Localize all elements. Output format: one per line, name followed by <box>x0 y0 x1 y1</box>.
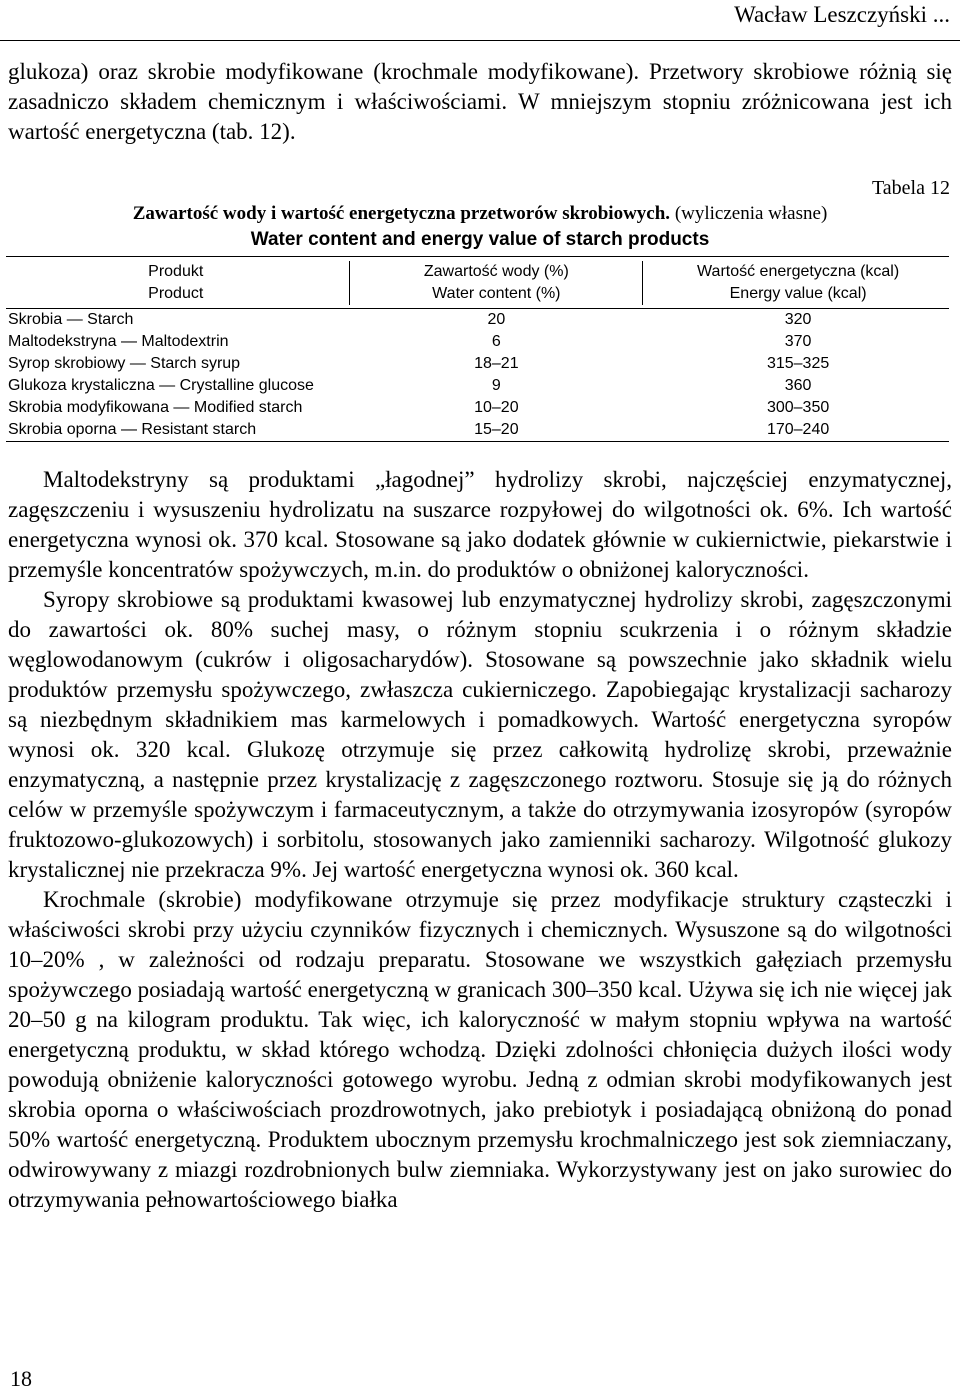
table-header-row <box>6 257 949 309</box>
column-header-pl: Wartość energetyczna (kcal) <box>697 263 900 280</box>
column-header-water <box>345 257 647 309</box>
paragraph-maltodextrins: Maltodekstryny są produktami „łagodnej” hydrolizy skrobi, najczęściej enzymatycznej, zagęszczeniu i wysuszeniu hydrolizatu na suszarce rozpyłowej do wilgotności ok. 6%. Ich wartość energetyczna wynosi ok. 370 kcal. Stosowane są jako dodatek głównie w cukiernictwie, piekarstwie i przemyśle koncentratów spożywczych, m.in. do produktów o obniżonej kaloryczności. <box>8 467 952 582</box>
cell-water: 15–20 <box>474 421 519 438</box>
column-header-en: Product <box>148 285 204 302</box>
table-row <box>6 331 949 353</box>
column-header-energy <box>647 257 949 309</box>
paragraph-modified-starches: Krochmale (skrobie) modyfikowane otrzymuje się przez modyfikacje struktury cząsteczki i właściwości skrobi przy użyciu czynników fizycznych i chemicznych. Wysuszone są do wilgotności 10–20% , w zależności od rodzaju preparatu. Stosowane we wszystkich gałęziach przemysłu spożywczego posiadają wartość energetyczną w granicach 300–350 kcal. Używa się ich nie więcej jak 20–50 g na kilogram produktu. Tak więc, ich kaloryczność w małym stopniu wpływa na wartość energetyczną produktu, w skład którego wchodzą. Dzięki zdolności chłonięcia dużych ilości wody powodują obniżenie kaloryczności gotowego wyrobu. Jedną z odmian skrobi modyfikowanych jest skrobia oporna o właściwościach prozdrowotnych, jako prebiotyk i posiadającą obniżoną do ponad 50% wartość energetyczną. Produktem ubocznym przemysłu krochmalniczego jest sok ziemniaczany, odwirowywany z miazgi rozdrobnionych bulw ziemniaka. Wykorzystywany jest on jako surowiec do otrzymywania pełnowartościowego białka <box>8 887 952 1212</box>
cell-water: 18–21 <box>474 355 519 372</box>
cell-product: Skrobia — Starch <box>8 311 134 328</box>
intro-paragraph: glukoza) oraz skrobie modyfikowane (krochmale modyfikowane). Przetwory skrobiowe różnią się zasadniczo składem chemicznym i właściwościami. W mniejszym stopniu zróżnicowana jest ich wartość energetyczna (tab. 12). <box>8 59 952 144</box>
data-table <box>6 256 949 442</box>
cell-product: Glukoza krystaliczna — Crystalline glucose <box>8 377 314 394</box>
table-title-pl-text: Zawartość wody i wartość energetyczna przetworów skrobiowych. <box>132 203 671 224</box>
cell-water: 6 <box>491 333 501 350</box>
table-title-pl <box>0 203 960 225</box>
column-header-product <box>6 257 345 309</box>
cell-energy: 370 <box>784 333 812 350</box>
column-header-pl: Zawartość wody (%) <box>423 263 569 280</box>
column-header-en: Energy value (kcal) <box>729 285 867 302</box>
cell-product: Skrobia modyfikowana — Modified starch <box>8 399 303 416</box>
cell-product: Syrop skrobiowy — Starch syrup <box>8 355 241 372</box>
table-row <box>6 375 949 397</box>
cell-energy: 170–240 <box>766 421 830 438</box>
table-row <box>6 419 949 442</box>
table-row <box>6 309 949 332</box>
header-author: Wacław Leszczyński ... <box>734 2 950 27</box>
cell-product: Maltodekstryna — Maltodextrin <box>8 333 229 350</box>
cell-water: 9 <box>491 377 501 394</box>
table-row <box>6 353 949 375</box>
body-text <box>8 465 952 1215</box>
table-row <box>6 397 949 419</box>
cell-energy: 300–350 <box>766 399 830 416</box>
paragraph-starch-syrups: Syropy skrobiowe są produktami kwasowej lub enzymatycznej hydrolizy skrobi, zagęszczonymi do zawartości ok. 80% suchej masy, o różnym stopniu scukrzenia i o różnym składzie węglowodanowym (cukrów i oligosacharydów). Stosowane są powszechnie jako składnik wielu produktów przemysłu spożywczego, zwłaszcza cukierniczego. Zapobiegając krystalizacji sacharozy są niezbędnym składnikiem mas karmelowych i pomadkowych. Wartość energetyczna syropów wynosi ok. 320 kcal. Glukozę otrzymuje się przez całkowitą hydrolizę skrobi, przeważnie enzymatyczną, a następnie przez krystalizację z zagęszczonego roztworu. Stosuje się ją do różnych celów w przemyśle spożywczym i farmaceutycznym, a także do otrzymywania izosyropów (syropów fruktozowo-glukozowych) i sorbitolu, stosowanych jako zamienniki sacharozy. Wilgotność glukozy krystalicznej nie przekracza 9%. Jej wartość energetyczna wynosi ok. 360 kcal. <box>8 587 952 882</box>
table-title-note: (wyliczenia własne) <box>674 203 828 224</box>
cell-energy: 320 <box>784 311 812 328</box>
running-header <box>0 0 960 41</box>
page-number: 18 <box>10 1366 32 1391</box>
column-header-en: Water content (%) <box>432 285 561 302</box>
cell-water: 20 <box>487 311 506 328</box>
cell-energy: 360 <box>784 377 812 394</box>
column-header-pl: Produkt <box>148 263 204 280</box>
cell-energy: 315–325 <box>766 355 830 372</box>
cell-water: 10–20 <box>474 399 519 416</box>
table-label: Tabela 12 <box>871 177 950 199</box>
cell-product: Skrobia oporna — Resistant starch <box>8 421 257 438</box>
table-title-en: Water content and energy value of starch products <box>250 229 710 250</box>
